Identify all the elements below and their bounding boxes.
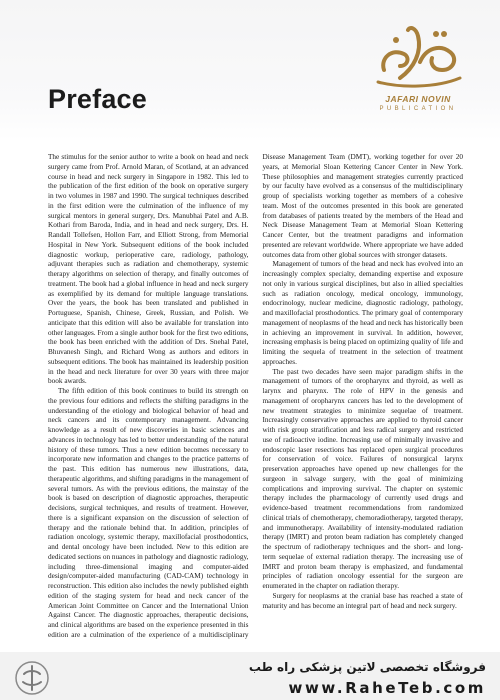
- footer-banner: [0, 652, 500, 700]
- paragraph: The stimulus for the senior author to write a book on head and neck surgery came from Prof. Arnold Maran, of Scotland, at an advanced course in head and neck surgery in Singapore in 1982. This led to the publication of the first edition of the book on operative surgery in two volumes in 1987 and 1990. The surgical techniques described in the first edition were the culmination of the influence of my surgical mentors in general surgery, Drs. Manubhai Patel and A.B. Kothari from Baroda, India, and in head and neck surgery, Drs. H. Randall Tollefsen, Hollon Farr, and Elliott Strong, from Memorial Hospital in New York. Subsequent editions of the book included diagnostic workup, perioperative care, radiology, pathology, adjuvant therapies such as radiation and chemotherapy, systemic therapy algorithms on selection of therapy, and finally outcomes of treatment. The book had a global influence in head and neck surgery as exemplified by its demand for multiple language translations. Over the years, the book has been translated and published in Portuguese, Spanish, Chinese, Greek, Russian, and Polish. We anticipate that this edition will also be available for translation into other languages. From a single author book for the first two editions, the book has been enriched with the addition of Drs. Snehal Patel, Bhuvanesh Singh, and Richard Wong as authors and editors in subsequent editions. The book has maintained its leadership position in the head and neck literature for over 30 years with three major book awards.: [48, 153, 249, 386]
- store-name: فروشگاه تخصصی لاتین پزشکی راه طب: [248, 660, 486, 674]
- publisher-logo: [352, 18, 484, 128]
- publisher-tagline: PUBLICATION: [379, 106, 457, 112]
- page-title: Preface: [48, 84, 147, 114]
- paragraph: The past two decades have seen major paradigm shifts in the management of tumors of the oropharynx and thyroid, as well as larynx and pharynx. The role of HPV in the genesis and management of oropharynx cancers has led to the development of new treatment strategies to minimize sequelae of treatment. Increasingly conservative approaches are applied to thyroid cancer with risk group stratification and less radical surgery and restricted use of radioactive iodine. Increasing use of minimally invasive and endoscopic laser resections has replaced open surgical procedures for conservation of voice. Failures of nonsurgical larynx preservation approaches have opened up new challenges for the surgeon in salvage surgery, with the goal of minimizing complications and improving survival. The chapter on systemic therapy includes the pharmacology of currently used drugs and evidence-based treatment recommendations from randomized clinical trials of chemotherapy, chemoradiotherapy, targeted therapy, and immunotherapy. Availability of intensity-modulated radiation therapy (IMRT) and proton beam radiation has completely changed the spectrum of radiotherapy techniques and the short- and long-term sequelae of external radiation therapy. The increasing use of IMRT and proton beam therapy is emphasized, and fundamental principles of radiation oncology essential for the surgeon are enumerated in the chapter on radiation therapy.: [262, 367, 463, 590]
- preface-body: [48, 153, 463, 648]
- paragraph: The fifth edition of this book continues to build its strength on the previous four editions and reflects the shifting paradigms in the understanding of the etiology and biological behavior of head and neck cancers and its contemporary management. Advancing knowledge as a result of new discoveries in basic sciences and advances in technology has led to better understanding of the natural history of these tumors. Thus a new edition becomes necessary to incorporate new information and changes to the practice patterns of the past. This edition has numerous new illustrations, data, therapeutic algorithms, and shifting paradigms in the management of several tumors. As with the previous editions, the mainstay of the book is based on description of diagnostic approaches, therapeutic decisions, surgical techniques, and results of treatment. However, there is a significant expansion on the discussion of selection of therapy and the rationale behind that. In addition, principles of radiation oncology, systemic therapy, maxillofacial prosthodontics, and dental oncology have been included. New to this edition are dedicated sections on nuances in pathology and diagnostic radiology, including three-dimensional imaging and computer-aided design/computer-aided manufacturing (CAD-CAM) technology in reconstruction. This edition also includes the newly published eighth edition of the staging system for head and neck cancer of the American Joint Committee on Cancer and the International Union Against Cancer. The diagnostic approaches, therapeutic decisions, and clinical algorithms are based on the experience presented in this edition are a culmination of the experience of a multidisciplinary Disease Management Team (DMT), working together for over 20 years, at Memorial Sloan Kettering Cancer Center in New York. These philosophies and management strategies currently practiced by our faculty have evolved as a consensus of the multidisciplinary group of specialists working together as members of a cohesive team. Most of the outcomes presented in this book are generated from databases of patients treated by the members of the Head and Neck Disease Management Team at Memorial Sloan Kettering Cancer Center, but the treatment paradigms and information presented are relevant worldwide. Where appropriate we have added outcomes data from other global sources with stronger datasets.: [48, 153, 463, 639]
- paragraph: Surgery for neoplasms at the cranial base has reached a state of maturity and has become an integral part of head and neck surgery.: [262, 591, 463, 610]
- calligraphy-emblem-icon: [370, 18, 466, 92]
- raheteb-logo-icon: [14, 660, 50, 696]
- publisher-name: JAFARI NOVIN: [385, 94, 451, 104]
- paragraph: Management of tumors of the head and neck has evolved into an increasingly complex specialty, demanding expertise and exposure not only in various surgical disciplines, but also in allied specialties such as radiation oncology, medical oncology, immunology, endocrinology, nuclear medicine, diagnostic radiology, pathology, and maxillofacial prosthodontics. The primary goal of contemporary management of neoplasms of the head and neck has historically been in achieving an improvement in survival. In addition, however, increasing emphasis is being placed on optimizing quality of life and limiting the sequela of treatment in the selection of treatment approaches.: [262, 260, 463, 366]
- store-url[interactable]: www.RaheTeb.com: [288, 679, 486, 697]
